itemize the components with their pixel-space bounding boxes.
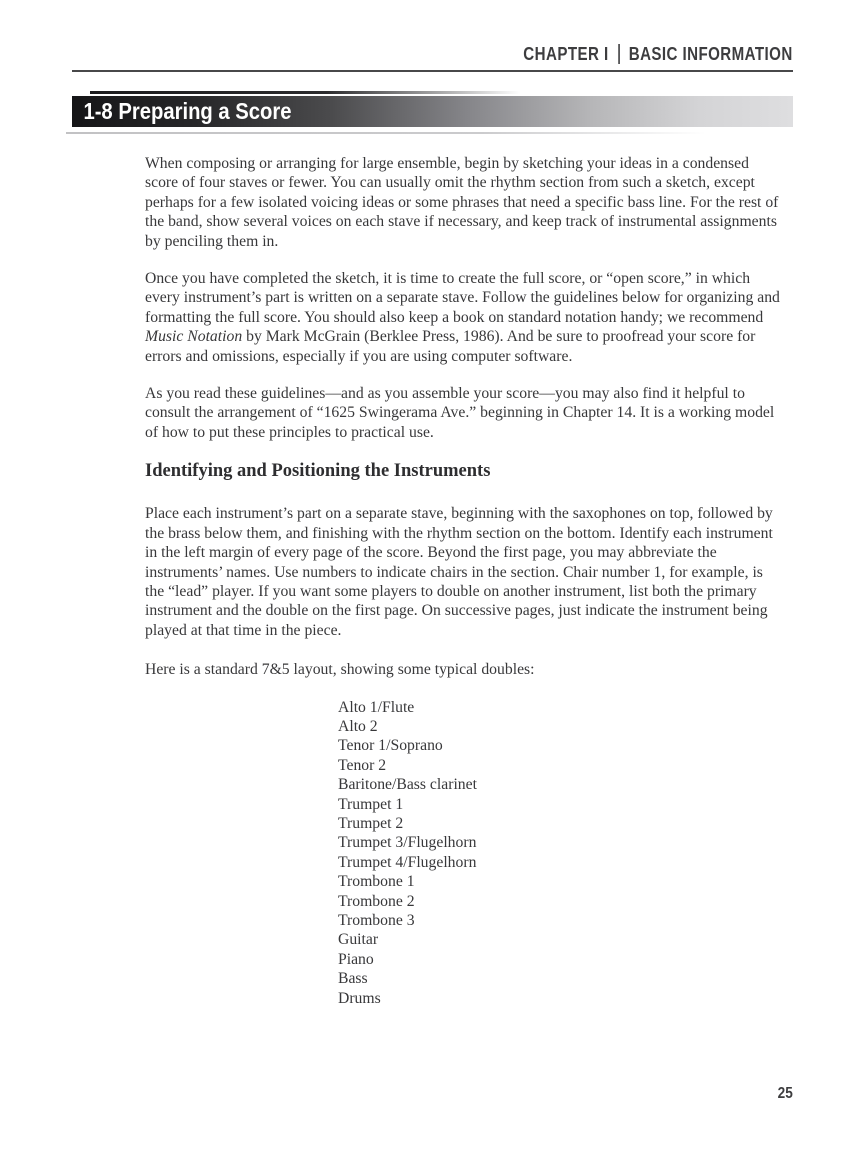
instrument-item: Trumpet 4/Flugelhorn	[338, 853, 477, 871]
instrument-item: Tenor 1/Soprano	[338, 737, 443, 755]
chapter-label: CHAPTER I	[523, 44, 609, 64]
paragraph-swingerama-reference: As you read these guidelines—and as you assemble your score—you may also find it helpful to consult the arrangement of “1625 Swingerama Ave.” beginning in Chapter 14. It is a working model of how to put these principles to practical use.	[145, 385, 775, 441]
page-number: 25	[777, 1085, 793, 1102]
running-head-text	[524, 44, 793, 64]
instrument-item: Piano	[338, 950, 374, 968]
instrument-item: Trumpet 1	[338, 795, 404, 813]
paragraph-sketch-advice: When composing or arranging for large ensemble, begin by sketching your ideas in a condensed score of four staves or fewer. You can usually omit the rhythm section from such a sketch, except perhaps for a few isolated voicing ideas or some phrases that need a specific bass line. For the rest of the band, show several voices on each stave if necessary, and keep track of instrumental assignments by penciling them in.	[145, 155, 779, 250]
paragraph-full-score-pre: Once you have completed the sketch, it is time to create the full score, or “open score,” in which every instrument’s part is written on a separate stave. Follow the guidelines below for organizing and formatting the full score. You should also keep a book on standard notation handy; we recommend	[145, 270, 780, 326]
header-divider	[618, 44, 620, 64]
section-title: 1-8 Preparing a Score	[83, 98, 292, 124]
section-label: BASIC INFORMATION	[629, 44, 793, 64]
instrument-item: Trumpet 3/Flugelhorn	[338, 834, 477, 852]
instrument-item: Alto 1/Flute	[338, 698, 415, 716]
instrument-item: Trombone 2	[338, 892, 415, 910]
instrument-item: Tenor 2	[338, 756, 387, 774]
paragraph-instrument-placement: Place each instrument’s part on a separate stave, beginning with the saxophones on top, followed by the brass below them, and finishing with the rhythm section on the bottom. Identify each instrument in the left margin of every page of the score. Beyond the first page, you may abbreviate the instruments’ names. Use numbers to indicate chairs in the section. Chair number 1, for example, is the “lead” player. If you want some players to double on another instrument, list both the primary instrument and the double on the first page. On successive pages, just indicate the instrument being played at that time in the piece.	[145, 505, 773, 639]
instrument-item: Trombone 3	[338, 912, 415, 929]
subheading-identifying-instruments: Identifying and Positioning the Instruments	[145, 461, 491, 482]
instrument-item: Guitar	[338, 931, 379, 949]
paragraph-layout-leadin: Here is a standard 7&5 layout, showing some typical doubles:	[145, 661, 535, 679]
paragraph-full-score	[145, 269, 785, 366]
folio	[72, 1085, 793, 1103]
book-title-music-notation: Music Notation	[145, 328, 243, 346]
instrument-item: Trumpet 2	[338, 814, 404, 832]
instrument-item: Drums	[338, 989, 381, 1007]
instrument-item: Bass	[338, 970, 368, 988]
instrument-item: Baritone/Bass clarinet	[338, 776, 477, 794]
section-title-bar	[72, 96, 793, 127]
running-head	[72, 44, 793, 72]
instrument-item: Alto 2	[338, 717, 378, 735]
instrument-list	[338, 698, 785, 1009]
body-copy	[145, 154, 785, 1008]
instrument-item: Trombone 1	[338, 873, 415, 891]
paragraph-full-score-post: by Mark McGrain (Berklee Press, 1986). And be sure to proofread your score for errors and omissions, especially if you are using computer software.	[145, 328, 756, 365]
